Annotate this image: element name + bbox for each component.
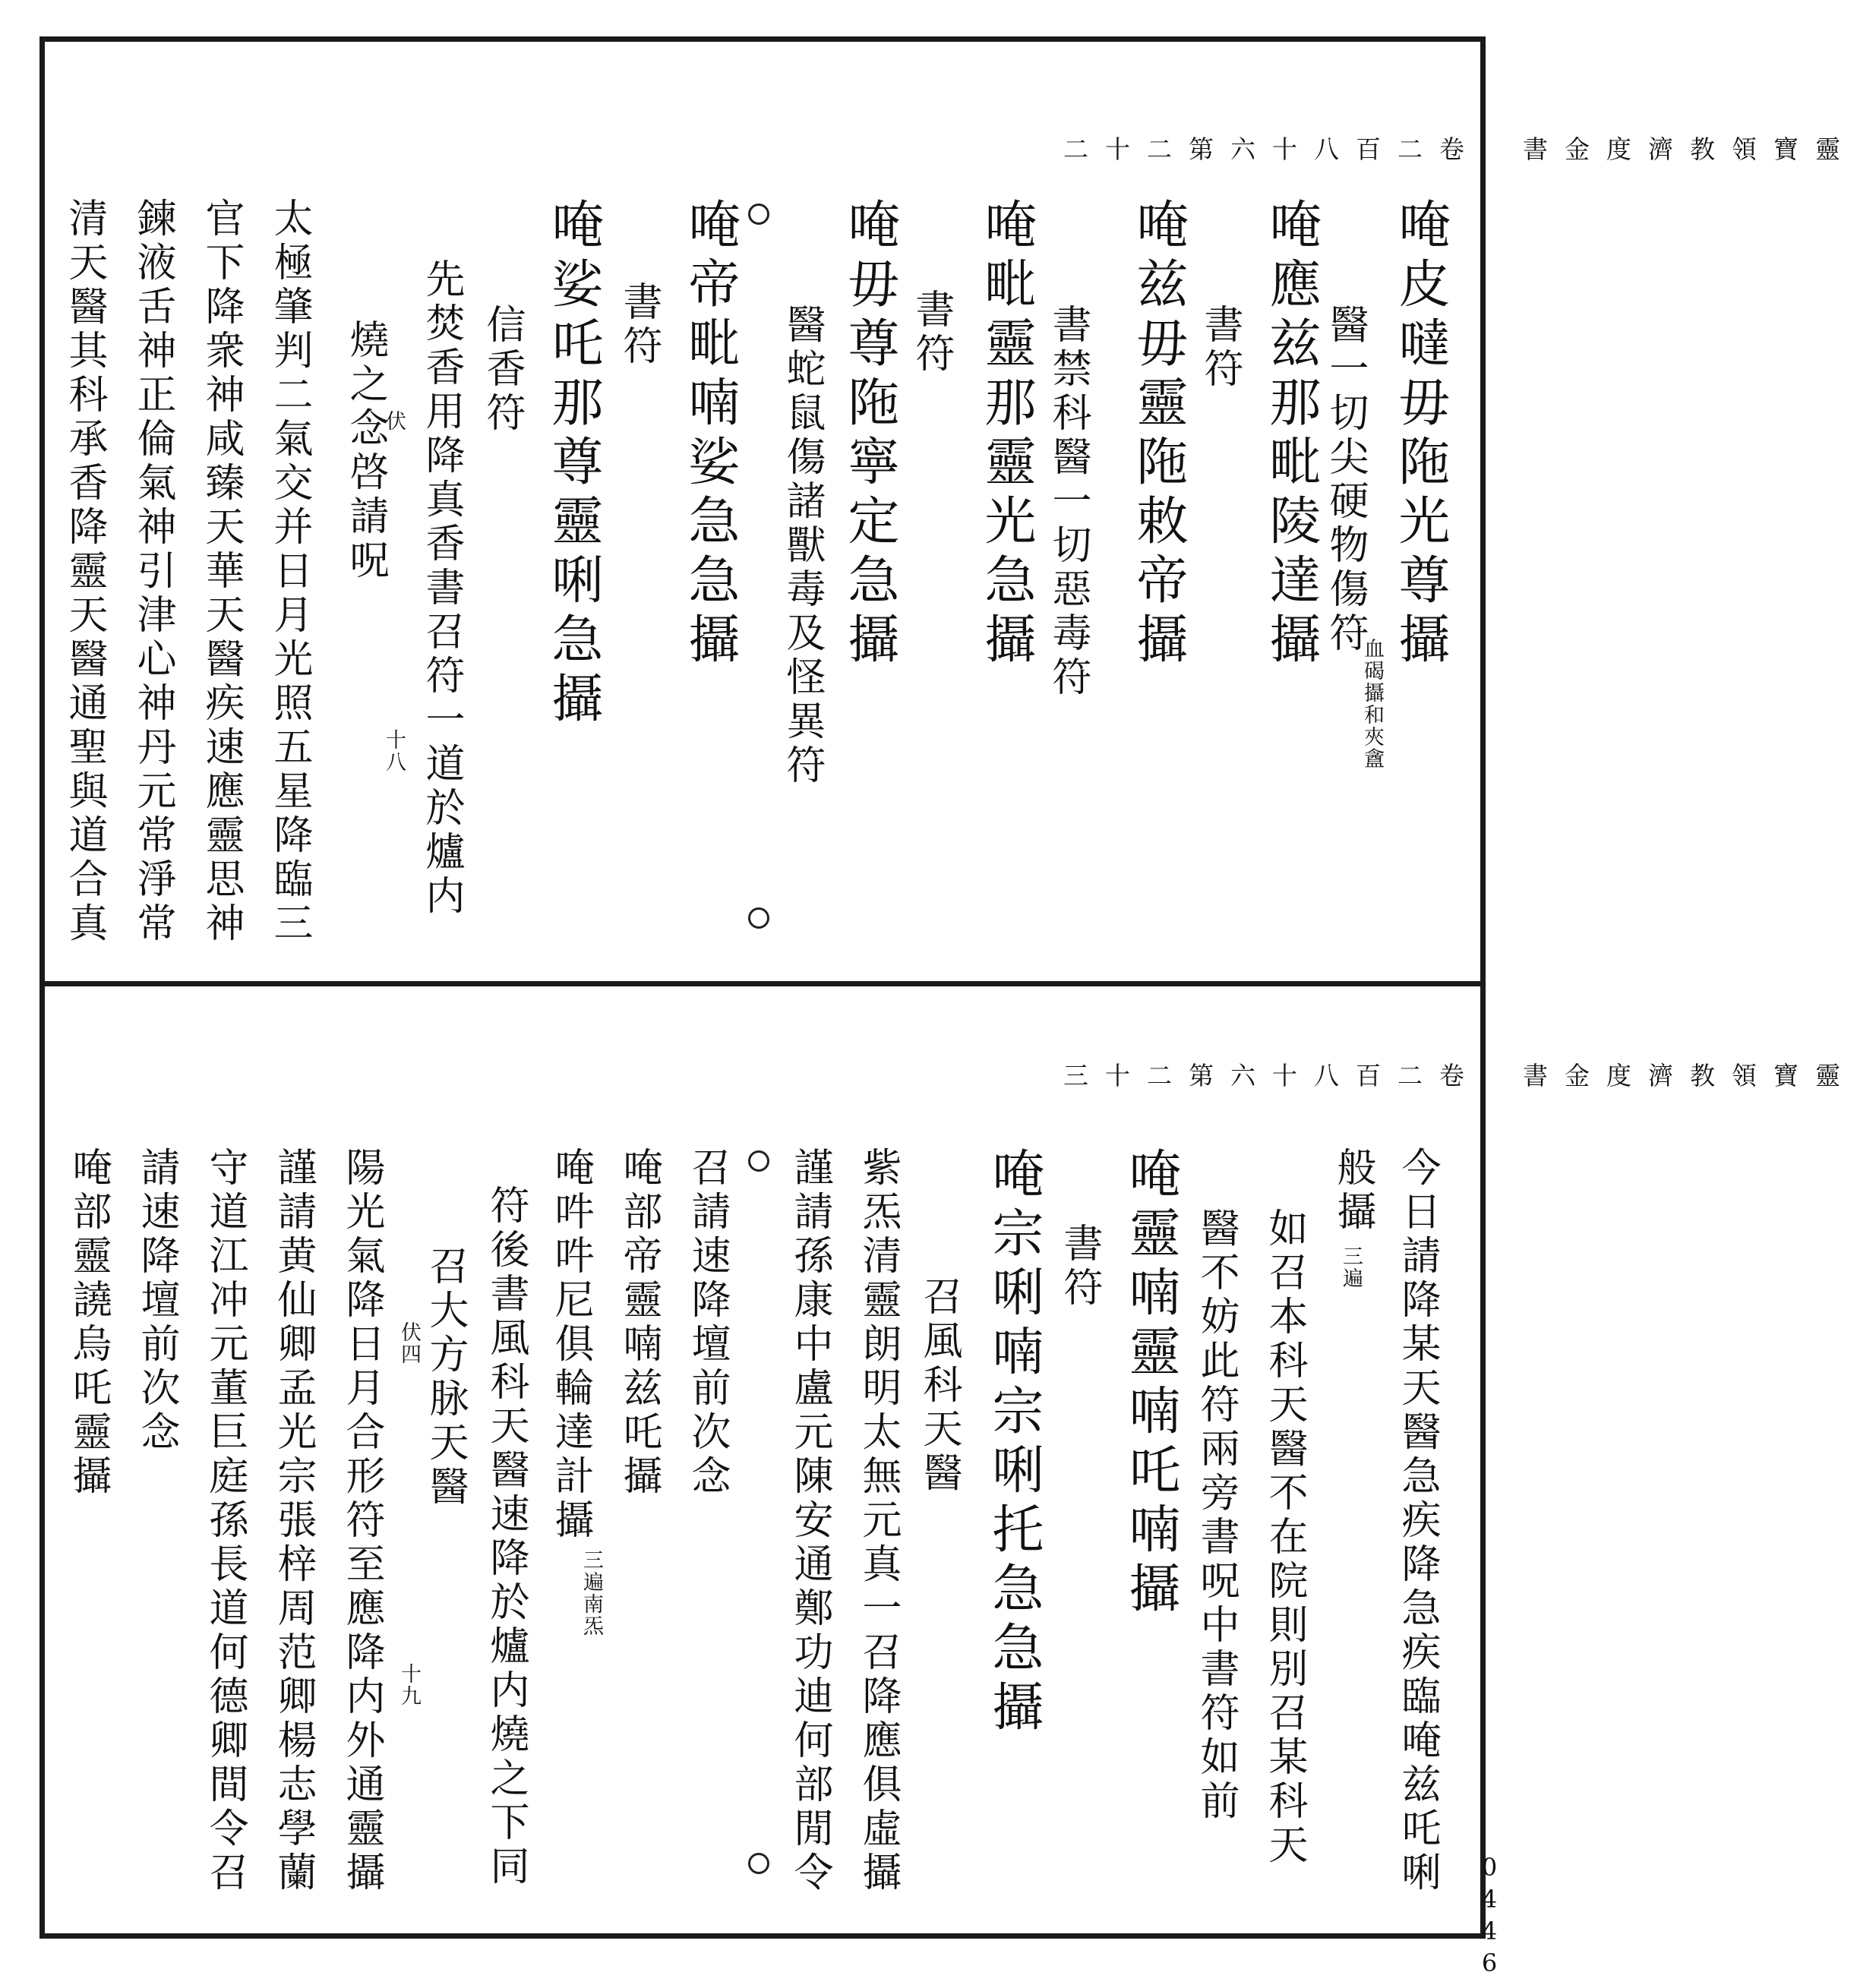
top-line-j: 醫蛇鼠傷諸獸毒及怪異符 [779,304,825,788]
top-line-k: 唵帝毗喃娑急急攝 [680,197,740,671]
bottom-line-r: 守道江冲元董巨庭孫長道何德卿間令召 [202,1147,248,1895]
top-line-f: 書禁科醫一切惡毒符 [1045,304,1091,700]
bottom-line-f: 書符 [1056,1223,1102,1311]
top-line-c: 唵應兹那毗陵達攝 [1261,197,1321,671]
half-divider [39,981,1486,986]
top-line-h: 書符 [908,289,954,377]
bottom-line-b-note: 三遍 [1339,1245,1363,1289]
top-line-l: 書符 [616,281,662,369]
bottom-line-k: 召請速降壇前次念 [684,1147,730,1499]
top-line-r: 太極肇判二氣交并日月光照五星降臨三 [267,197,312,946]
top-line-q: 燒之念啓請呪 [343,319,388,583]
bottom-line-t: 唵部靈譊烏吒靈攝 [65,1147,111,1499]
top-line-u: 清天醫其科承香降靈天醫通聖與道合真 [62,197,107,946]
top-running-header: 靈寶領教濟度金書 卷二百八十六第二十二 [1063,134,1857,164]
top-line-g: 唵毗靈那靈光急攝 [976,197,1036,671]
top-line-s: 官下降衆神咸臻天華天醫疾速應靈思神 [198,197,244,946]
top-line-o: 先焚香用降真香書召符一道於爐内 [418,258,464,919]
top-line-p-note: 伏 [382,410,406,432]
bottom-line-p: 陽光氣降日月合形符至應降内外通靈攝 [339,1147,384,1895]
bottom-line-e: 唵靈喃靈喃吒喃攝 [1120,1147,1180,1620]
bottom-line-h: 召風科天醫 [916,1276,962,1496]
bottom-line-o: 召大方脉天醫 [422,1245,468,1510]
bottom-line-a: 今日請降某天醫急疾降急疾臨唵兹吒唎 [1394,1147,1440,1895]
top-folio: 十八 [382,729,406,773]
bottom-punch-hole-1 [748,1150,769,1172]
bottom-running-header: 靈寶領教濟度金書 卷二百八十六第二十三 [1063,1061,1857,1090]
top-line-e: 唵兹毋靈陁敕帝攝 [1128,197,1188,671]
bottom-line-b: 般攝 [1330,1147,1375,1235]
bottom-line-i: 紫炁清靈朗明太無元真一召降應俱虛攝 [855,1147,901,1895]
top-punch-hole-1 [748,204,769,225]
top-line-m: 唵娑吒那尊靈唎急攝 [543,197,603,731]
top-line-b-note: 血碣攝和夾盦 [1360,638,1384,770]
bottom-folio: 十九 [397,1663,421,1707]
bottom-punch-hole-2 [748,1853,769,1874]
top-line-b: 醫一切尖硬物傷符 [1322,304,1368,656]
bottom-line-n: 符後書風科天醫速降於爐内燒之下同 [483,1185,529,1889]
top-line-a: 唵皮噠毋陁光尊攝 [1390,197,1450,671]
bottom-line-l: 唵部帝靈喃兹吒攝 [616,1147,662,1499]
bottom-line-d: 醫不妨此符兩旁書呪中書符如前 [1193,1207,1239,1824]
top-punch-hole-2 [748,907,769,929]
top-line-i: 唵毋尊陁寧定急攝 [839,197,899,671]
top-line-d: 書符 [1197,304,1243,392]
bottom-line-m: 唵吽吽尼俱輪達計攝 [548,1147,593,1543]
bottom-line-o-note: 伏四 [397,1321,421,1365]
bottom-line-j: 謹請孫康中盧元陳安通鄭功迪何部閒令 [787,1147,832,1895]
top-line-n: 信香符 [479,304,525,436]
top-line-t: 鍊液舌神正倫氣神引津心神丹元常淨常 [130,197,175,946]
bottom-line-c: 如召本科天醫不在院則別召某科天 [1262,1207,1307,1868]
bottom-line-q: 謹請黄仙卿孟光宗張梓周范卿楊志學蘭 [270,1147,316,1895]
bottom-line-s: 請速降壇前次念 [134,1147,179,1455]
bottom-line-g: 唵宗唎喃宗唎托急急攝 [984,1147,1044,1739]
page-number: 0446 [1475,1853,1504,1980]
bottom-line-m-note: 三遍南炁 [580,1549,603,1637]
